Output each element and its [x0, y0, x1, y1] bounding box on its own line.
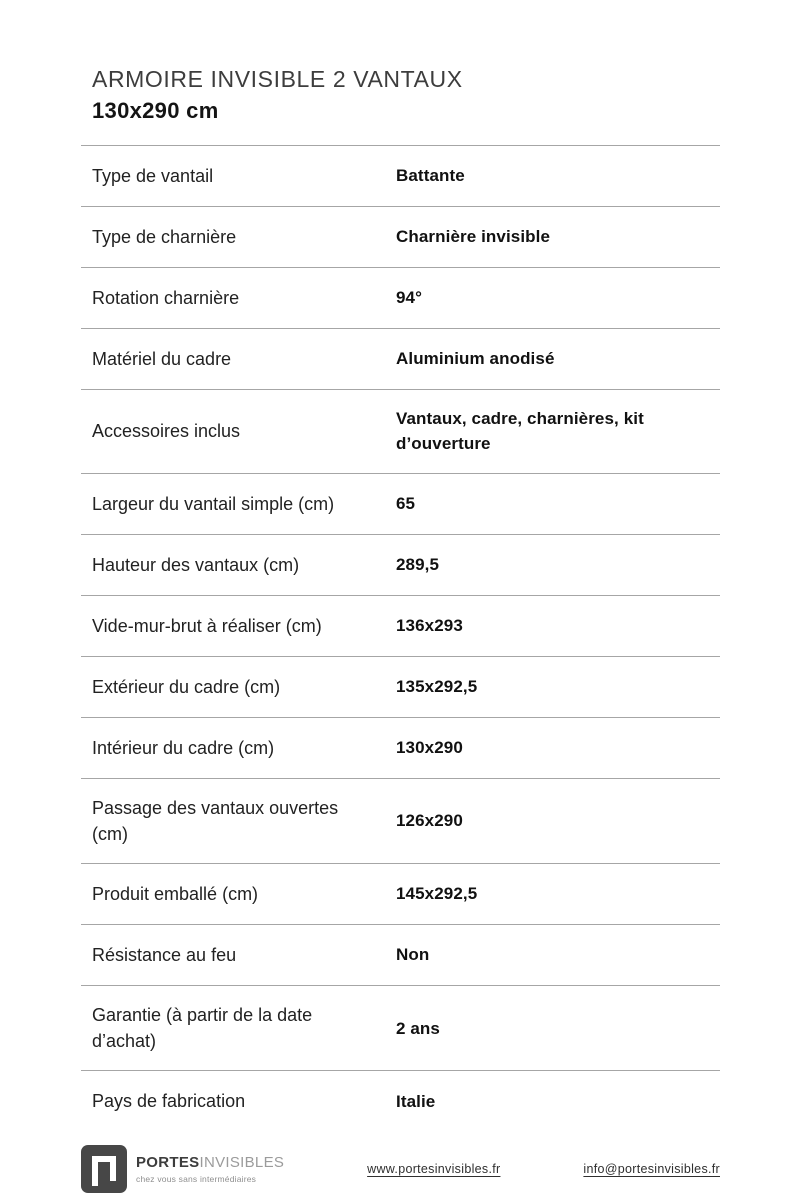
spec-label: Pays de fabrication [92, 1091, 246, 1112]
spec-label: Produit emballé (cm) [92, 884, 259, 905]
spec-value: 135x292,5 [396, 677, 478, 697]
website-link[interactable]: www.portesinvisibles.fr [367, 1162, 501, 1177]
email-link[interactable]: info@portesinvisibles.fr [583, 1162, 720, 1177]
spec-row-type-charniere [81, 206, 720, 267]
spec-row-passage-vantaux [81, 778, 720, 863]
spec-value: 136x293 [396, 616, 463, 636]
brand-name-portes: PORTES [136, 1154, 200, 1172]
spec-table [81, 145, 720, 1131]
brand-text [136, 1154, 284, 1184]
spec-row-resistance-feu [81, 924, 720, 985]
spec-row-materiel-cadre [81, 328, 720, 389]
spec-label: Largeur du vantail simple (cm) [92, 493, 335, 514]
brand-tagline: chez vous sans intermédiaires [136, 1174, 257, 1185]
spec-label: Hauteur des vantaux (cm) [92, 554, 300, 575]
spec-row-rotation-charniere [81, 267, 720, 328]
spec-label: Vide-mur-brut à réaliser (cm) [92, 615, 322, 636]
spec-row-garantie [81, 985, 720, 1070]
spec-value: Italie [396, 1091, 436, 1111]
spec-label: Type de vantail [92, 165, 214, 186]
spec-value: 2 ans [396, 1018, 440, 1038]
spec-label: Passage des vantaux ouvertes (cm) [92, 797, 339, 845]
spec-row-pays-fabrication [81, 1070, 720, 1131]
spec-value: Vantaux, cadre, charnières, kit d’ouverture [396, 408, 644, 454]
page-footer [81, 1145, 720, 1193]
spec-row-largeur-vantail [81, 473, 720, 534]
spec-label: Résistance au feu [92, 945, 237, 966]
spec-value: 289,5 [396, 555, 440, 575]
spec-value: Battante [396, 166, 465, 186]
spec-label: Garantie (à partir de la date d’achat) [92, 1005, 313, 1052]
spec-value: 94° [396, 288, 423, 308]
brand-name-invisibles: INVISIBLES [199, 1154, 285, 1172]
header [81, 0, 720, 124]
page-subtitle-dimensions: 130x290 cm [92, 97, 219, 123]
spec-value: 126x290 [396, 811, 463, 831]
spec-value: Charnière invisible [396, 227, 551, 247]
spec-row-accessoires [81, 389, 720, 473]
spec-label: Extérieur du cadre (cm) [92, 676, 281, 697]
spec-value: 145x292,5 [396, 884, 478, 904]
spec-value: Non [396, 945, 430, 965]
spec-label: Rotation charnière [92, 287, 240, 308]
spec-row-produit-emballe [81, 863, 720, 924]
door-logo-icon [81, 1145, 127, 1193]
spec-row-type-vantail [81, 145, 720, 206]
spec-label: Type de charnière [92, 226, 237, 247]
spec-row-interieur-cadre [81, 717, 720, 778]
spec-value: 65 [396, 494, 416, 514]
spec-row-exterieur-cadre [81, 656, 720, 717]
spec-value: Aluminium anodisé [396, 349, 555, 369]
spec-row-hauteur-vantaux [81, 534, 720, 595]
spec-label: Matériel du cadre [92, 348, 232, 369]
spec-row-vide-mur-brut [81, 595, 720, 656]
spec-label: Intérieur du cadre (cm) [92, 737, 275, 758]
brand-name [136, 1154, 284, 1172]
spec-label: Accessoires inclus [92, 421, 241, 442]
page-title: ARMOIRE INVISIBLE 2 VANTAUX [92, 66, 463, 92]
spec-value: 130x290 [396, 738, 463, 758]
brand-logo [81, 1145, 284, 1193]
